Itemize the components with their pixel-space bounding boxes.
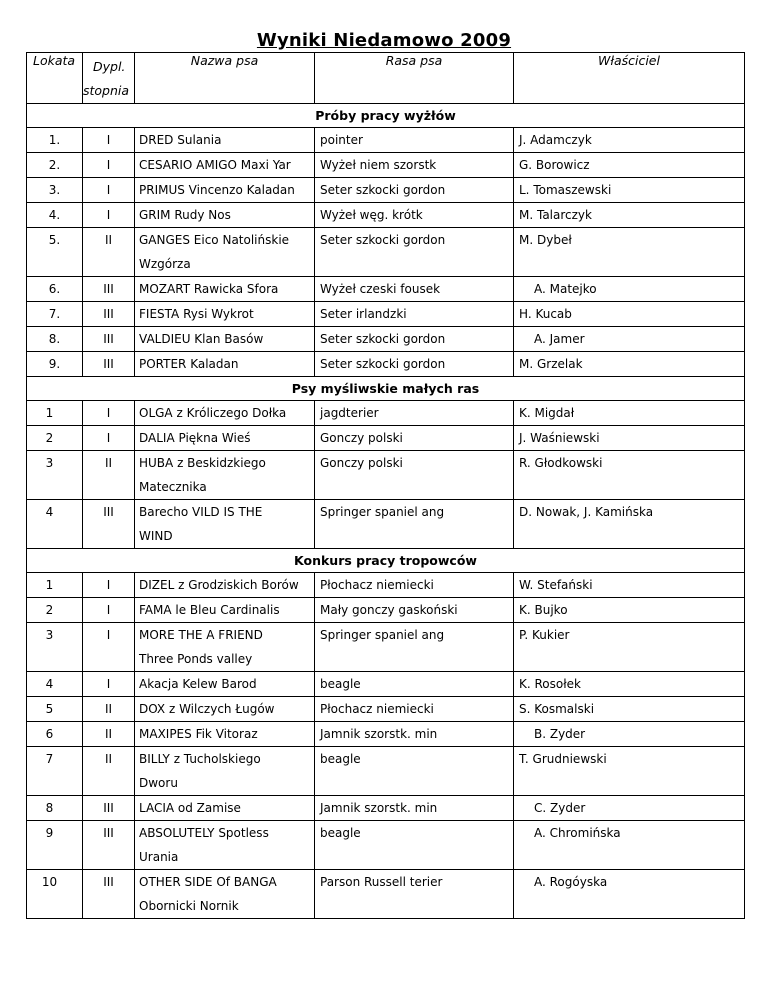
section-title: Konkurs pracy tropowców [27,549,745,573]
cell-wlasciciel: P. Kukier [514,623,745,672]
cell-nazwa [135,870,315,919]
cell-rasa: Płochacz niemiecki [315,573,514,598]
cell-wlasciciel: T. Grudniewski [514,747,745,796]
dog-name-line2: Urania [139,850,179,864]
cell-dyplom: I [83,598,135,623]
table-row [27,352,745,377]
cell-lokata: 6. [27,277,83,302]
dog-name-line2: Wzgórza [139,257,191,271]
document-title: Wyniki Niedamowo 2009 [256,30,512,51]
dog-name-line1: BILLY z Tucholskiego [139,752,261,766]
cell-dyplom: II [83,747,135,796]
cell-rasa: Springer spaniel ang [315,500,514,549]
cell-wlasciciel: A. Rogóyska [514,870,745,919]
cell-lokata: 8. [27,327,83,352]
cell-wlasciciel: S. Kosmalski [514,697,745,722]
cell-lokata: 3 [27,623,83,672]
column-header-nazwa: Nazwa psa [135,53,315,104]
cell-nazwa: MOZART Rawicka Sfora [135,277,315,302]
dog-name-line2: Matecznika [139,480,207,494]
cell-lokata: 9. [27,352,83,377]
table-row [27,203,745,228]
table-row [27,623,745,672]
cell-rasa: beagle [315,672,514,697]
cell-dyplom: III [83,796,135,821]
cell-wlasciciel: K. Bujko [514,598,745,623]
dog-name-line1: GANGES Eico Natolińskie [139,233,290,247]
cell-nazwa: PORTER Kaladan [135,352,315,377]
cell-rasa: Jamnik szorstk. min [315,796,514,821]
cell-dyplom: I [83,401,135,426]
cell-lokata: 10 [27,870,83,919]
cell-nazwa: DOX z Wilczych Ługów [135,697,315,722]
cell-nazwa: DIZEL z Grodziskich Borów [135,573,315,598]
cell-rasa: Seter szkocki gordon [315,228,514,277]
cell-lokata: 5 [27,697,83,722]
cell-wlasciciel: D. Nowak, J. Kamińska [514,500,745,549]
table-row [27,426,745,451]
cell-wlasciciel: B. Zyder [514,722,745,747]
cell-rasa: Seter szkocki gordon [315,327,514,352]
table-row [27,401,745,426]
results-body [27,104,745,919]
section-header-row [27,104,745,128]
cell-dyplom: I [83,153,135,178]
cell-wlasciciel: W. Stefański [514,573,745,598]
cell-lokata: 1. [27,128,83,153]
cell-rasa: jagdterier [315,401,514,426]
cell-dyplom: III [83,352,135,377]
cell-lokata: 7 [27,747,83,796]
table-row [27,128,745,153]
cell-nazwa: PRIMUS Vincenzo Kaladan [135,178,315,203]
cell-nazwa [135,451,315,500]
cell-nazwa: MAXIPES Fik Vitoraz [135,722,315,747]
cell-wlasciciel: C. Zyder [514,796,745,821]
cell-nazwa: FIESTA Rysi Wykrot [135,302,315,327]
cell-lokata: 2 [27,598,83,623]
table-row [27,302,745,327]
cell-dyplom: III [83,500,135,549]
table-row [27,573,745,598]
cell-lokata: 2 [27,426,83,451]
cell-wlasciciel: R. Głodkowski [514,451,745,500]
cell-nazwa [135,821,315,870]
table-row [27,747,745,796]
cell-dyplom: III [83,277,135,302]
cell-rasa: Jamnik szorstk. min [315,722,514,747]
cell-nazwa: LACIA od Zamise [135,796,315,821]
table-row [27,697,745,722]
cell-dyplom: III [83,821,135,870]
cell-rasa: Seter irlandzki [315,302,514,327]
cell-dyplom: II [83,228,135,277]
cell-lokata: 4 [27,500,83,549]
cell-dyplom: III [83,870,135,919]
dog-name-line1: Barecho VILD IS THE [139,505,263,519]
cell-dyplom: II [83,451,135,500]
header-row [27,53,745,104]
cell-rasa: Seter szkocki gordon [315,178,514,203]
dog-name-line1: HUBA z Beskidzkiego [139,456,266,470]
section-title: Próby pracy wyżłów [27,104,745,128]
cell-lokata: 4. [27,203,83,228]
cell-lokata: 7. [27,302,83,327]
cell-nazwa [135,500,315,549]
cell-wlasciciel: M. Dybeł [514,228,745,277]
cell-rasa: Gonczy polski [315,426,514,451]
results-table [26,52,745,919]
cell-lokata: 8 [27,796,83,821]
cell-rasa: beagle [315,747,514,796]
cell-nazwa [135,228,315,277]
cell-wlasciciel: A. Matejko [514,277,745,302]
table-row [27,228,745,277]
cell-rasa: Płochacz niemiecki [315,697,514,722]
cell-rasa: Seter szkocki gordon [315,352,514,377]
cell-rasa: Gonczy polski [315,451,514,500]
cell-wlasciciel: A. Jamer [514,327,745,352]
table-row [27,672,745,697]
cell-rasa: Wyżeł niem szorstk [315,153,514,178]
cell-wlasciciel: H. Kucab [514,302,745,327]
cell-lokata: 1 [27,573,83,598]
cell-dyplom: I [83,128,135,153]
cell-dyplom: I [83,426,135,451]
cell-wlasciciel: A. Chromińska [514,821,745,870]
cell-wlasciciel: J. Adamczyk [514,128,745,153]
dog-name-line1: MORE THE A FRIEND [139,628,263,642]
table-row [27,153,745,178]
table-row [27,796,745,821]
dog-name-line2: Dworu [139,776,178,790]
dog-name-line1: OTHER SIDE Of BANGA [139,875,277,889]
cell-dyplom: I [83,203,135,228]
cell-lokata: 3. [27,178,83,203]
section-title: Psy myśliwskie małych ras [27,377,745,401]
cell-lokata: 6 [27,722,83,747]
dog-name-line1: ABSOLUTELY Spotless [139,826,269,840]
cell-lokata: 5. [27,228,83,277]
cell-dyplom: II [83,697,135,722]
cell-dyplom: I [83,672,135,697]
dog-name-line2: WIND [139,529,173,543]
cell-wlasciciel: M. Talarczyk [514,203,745,228]
table-row [27,178,745,203]
table-row [27,821,745,870]
cell-wlasciciel: J. Waśniewski [514,426,745,451]
cell-nazwa [135,623,315,672]
cell-lokata: 2. [27,153,83,178]
section-header-row [27,377,745,401]
cell-wlasciciel: K. Migdał [514,401,745,426]
cell-nazwa: FAMA le Bleu Cardinalis [135,598,315,623]
cell-wlasciciel: K. Rosołek [514,672,745,697]
table-row [27,500,745,549]
cell-lokata: 4 [27,672,83,697]
cell-dyplom: I [83,573,135,598]
cell-wlasciciel: L. Tomaszewski [514,178,745,203]
cell-wlasciciel: G. Borowicz [514,153,745,178]
cell-rasa: Springer spaniel ang [315,623,514,672]
cell-nazwa: GRIM Rudy Nos [135,203,315,228]
table-row [27,722,745,747]
table-row [27,870,745,919]
dog-name-line2: Three Ponds valley [139,652,253,666]
cell-nazwa: DRED Sulania [135,128,315,153]
section-header-row [27,549,745,573]
cell-rasa: beagle [315,821,514,870]
cell-lokata: 9 [27,821,83,870]
column-header-dyplom [83,53,135,104]
cell-rasa: pointer [315,128,514,153]
cell-nazwa [135,747,315,796]
cell-nazwa: CESARIO AMIGO Maxi Yar [135,153,315,178]
cell-rasa: Parson Russell terier [315,870,514,919]
cell-dyplom: I [83,623,135,672]
table-row [27,327,745,352]
dog-name-line2: Obornicki Nornik [139,899,239,913]
cell-dyplom: III [83,302,135,327]
cell-rasa: Wyżeł czeski fousek [315,277,514,302]
table-row [27,598,745,623]
table-row [27,451,745,500]
cell-lokata: 3 [27,451,83,500]
column-header-dyplom-line2: stopnia [83,83,130,98]
cell-rasa: Wyżeł węg. krótk [315,203,514,228]
column-header-lokata: Lokata [27,53,83,104]
cell-nazwa: Akacja Kelew Barod [135,672,315,697]
cell-wlasciciel: M. Grzelak [514,352,745,377]
cell-lokata: 1 [27,401,83,426]
table-row [27,277,745,302]
cell-nazwa: OLGA z Króliczego Dołka [135,401,315,426]
column-header-dyplom-line1: Dypl. [93,59,126,74]
column-header-wlasciciel: Właściciel [514,53,745,104]
column-header-rasa: Rasa psa [315,53,514,104]
cell-dyplom: III [83,327,135,352]
cell-dyplom: II [83,722,135,747]
cell-dyplom: I [83,178,135,203]
cell-rasa: Mały gonczy gaskoński [315,598,514,623]
cell-nazwa: DALIA Piękna Wieś [135,426,315,451]
cell-nazwa: VALDIEU Klan Basów [135,327,315,352]
